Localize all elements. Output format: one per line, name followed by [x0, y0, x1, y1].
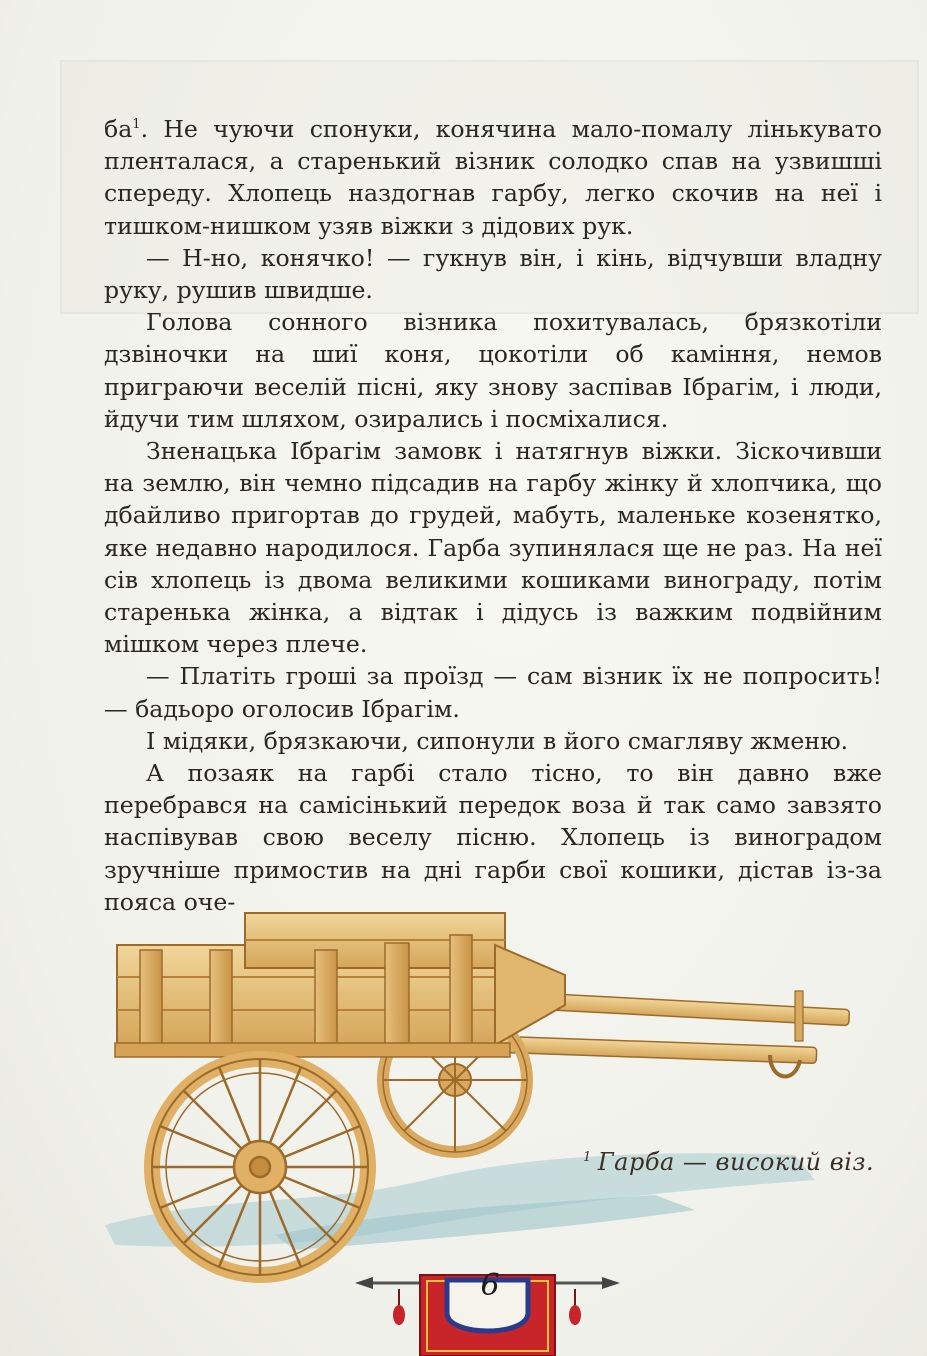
- paragraph-text: . Не чуючи спонуки, конячина мало-помалу лінькувато пленталася, а старенький візник солодко спав на узвишші спереду. Хлопець наздогнав гарбу, легко скочив на неї і тишком-нишком узяв віжки з дідових рук.: [104, 115, 882, 240]
- paragraph-5: — Платіть гроші за проїзд — сам візник їх не попросить! — бадьоро оголосив Ібрагім.: [104, 662, 882, 723]
- paragraph-7: А позаяк на гарбі стало тісно, то він давно вже перебрався на самісінький передок воза й так само завзято наспівував свою веселу пісню. Хлопець із виноградом зручніше примостив на дні гарби свої кошики, дістав із-за пояса оче-: [104, 759, 882, 916]
- paragraph-6: І мідяки, брязкаючи, сипонули в його смагляву жменю.: [146, 726, 849, 755]
- paragraph-2: — Н-но, конячко! — гукнув він, і кінь, відчувши владну руку, рушив швидше.: [104, 243, 882, 305]
- paragraph-4: Зненацька Ібрагім замовк і натягнув віжки. Зіскочивши на землю, він чемно підсадив на гарбу жінку й хлопчика, що дбайливо пригортав до грудей, мабуть, маленьке козенятко, яке недавно народилося. Гарба зупинялася ще не раз. На неї сів хлопець із двома великими кошиками винограду, потім старенька жінка, а відтак і дідусь із важким подвійним мішком через плече.: [104, 437, 882, 659]
- footnote: [583, 1148, 874, 1176]
- cart-illustration: [95, 905, 865, 1290]
- body-text: [104, 113, 882, 918]
- footnote-mark: 1: [583, 1150, 592, 1165]
- footnote-mark[interactable]: 1: [132, 117, 141, 133]
- page-number: 6: [480, 1268, 500, 1303]
- paragraph-prefix: ба: [104, 115, 133, 143]
- paragraph-3: Голова сонного візника похитувалась, брязкотіли дзвіночки на шиї коня, цокотіли об каміння, немов приграючи веселій пісні, яку знову заспівав Ібрагім, і люди, йдучи тим шляхом, озирались і посміхалися.: [104, 308, 882, 433]
- footnote-text: Гарба — високий віз.: [597, 1148, 875, 1176]
- paragraph-1: [104, 113, 882, 242]
